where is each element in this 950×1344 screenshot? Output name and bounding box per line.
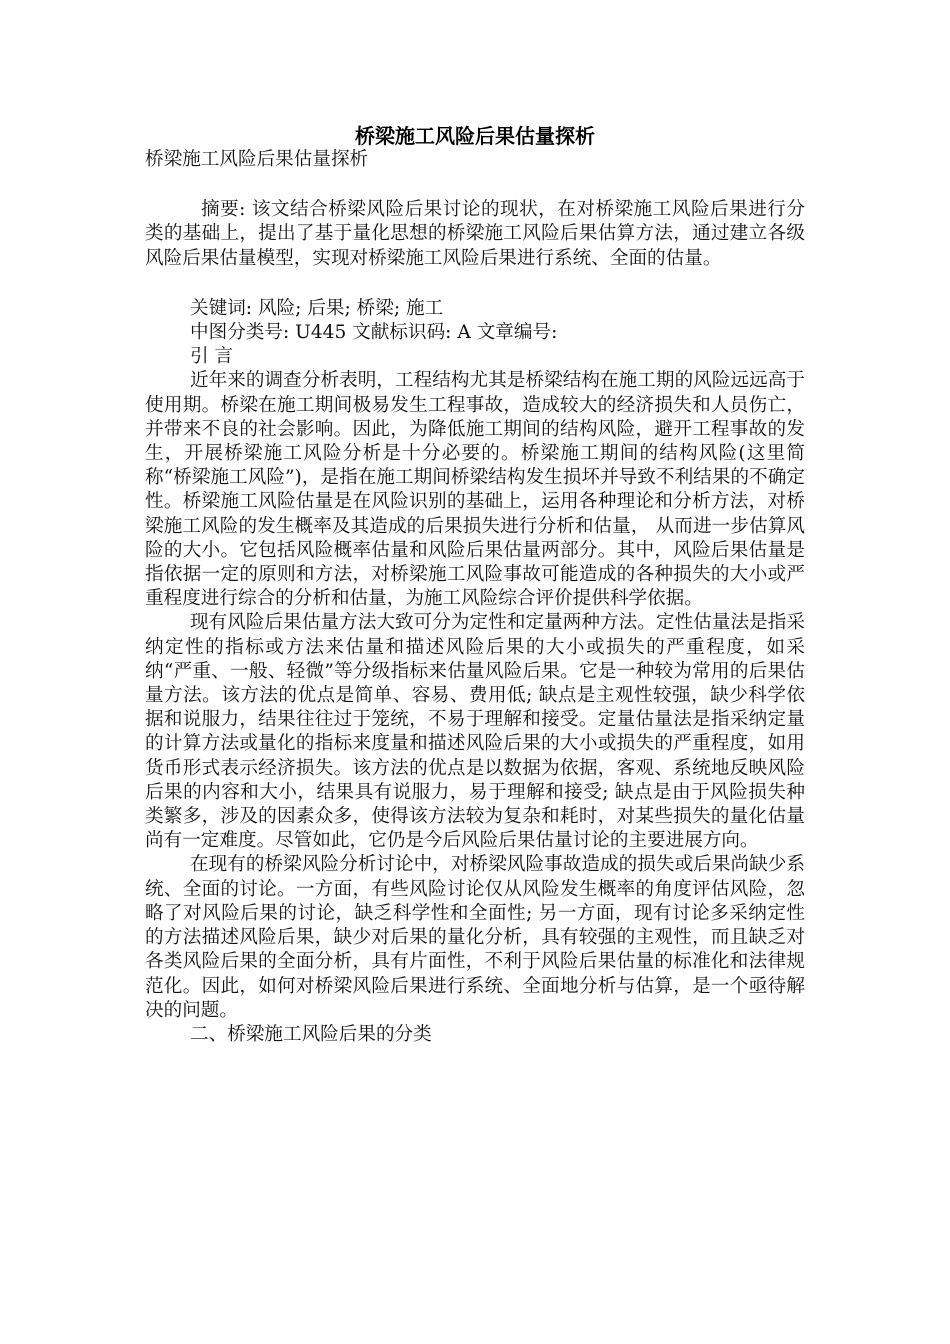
- document-body: [145, 148, 805, 1047]
- paragraph-3: 在现有的桥梁风险分析讨论中，对桥梁风险事故造成的损失或后果尚缺少系统、全面的讨论。一方面，有些风险讨论仅从风险发生概率的角度评估风险，忽略了对风险后果的讨论，缺乏科学性和全面性; 另一方面，现有讨论多采纳定性的方法描述风险后果，缺少对后果的量化分析，具有较强的主观性，而且缺乏对各类风险后果的全面分析，具有片面性，不利于风险后果估量的标准化和法律规范化。因此，如何对桥梁风险后果进行系统、全面地分析与估算，是一个亟待解决的问题。: [145, 854, 805, 1021]
- intro-heading: 引 言: [190, 346, 234, 368]
- classification-line: 中图分类号: U445 文献标识码: A 文章编号:: [190, 322, 558, 344]
- document-title: 桥梁施工风险后果估量探析: [355, 124, 595, 148]
- keywords: 关键词: 风险; 后果; 桥梁; 施工: [190, 297, 444, 319]
- document-subtitle: 桥梁施工风险后果估量探析: [145, 149, 369, 170]
- paragraph-1: 近年来的调查分析表明，工程结构尤其是桥梁结构在施工期的风险远远高于使用期。桥梁在施工期间极易发生工程事故，造成较大的经济损失和人员伤亡，并带来不良的社会影响。因此，为降低施工期间的结构风险，避开工程事故的发生，开展桥梁施工风险分析是十分必要的。桥梁施工期间的结构风险(这里简称“桥梁施工风险”)，是指在施工期间桥梁结构发生损坏并导致不利结果的不确定性。桥梁施工风险估量是在风险识别的基础上，运用各种理论和分析方法，对桥梁施工风险的发生概率及其造成的后果损失进行分析和估量， 从而进一步估算风险的大小。它包括风险概率估量和风险后果估量两部分。其中，风险后果估量是指依据一定的原则和方法，对桥梁施工风险事故可能造成的各种损失的大小或严重程度进行综合的分析和估量，为施工风险综合评价提供科学依据。: [145, 370, 805, 610]
- abstract: 摘要: 该文结合桥梁风险后果讨论的现状，在对桥梁施工风险后果进行分类的基础上，提出了基于量化思想的桥梁施工风险后果估算方法，通过建立各级风险后果估量模型，实现对桥梁施工风险后果进行系统、全面的估量。: [145, 199, 805, 269]
- paragraph-2: 现有风险后果估量方法大致可分为定性和定量两种方法。定性估量法是指采纳定性的指标或方法来估量和描述风险后果的大小或损失的严重程度，如采纳“严重、一般、轻微”等分级指标来估量风险后果。它是一种较为常用的后果估量方法。该方法的优点是简单、容易、费用低; 缺点是主观性较强，缺少科学依据和说服力，结果往往过于笼统，不易于理解和接受。定量估量法是指采纳定量的计算方法或量化的指标来度量和描述风险后果的大小或损失的严重程度，如用货币形式表示经济损失。该方法的优点是以数据为依据，客观、系统地反映风险后果的内容和大小，结果具有说服力，易于理解和接受; 缺点是由于风险损失种类繁多，涉及的因素众多，使得该方法较为复杂和耗时，对某些损失的量化估量尚有一定难度。尽管如此，它仍是今后风险后果估量讨论的主要进展方向。: [145, 612, 805, 852]
- section-two-heading: 二、桥梁施工风险后果的分类: [190, 1023, 432, 1045]
